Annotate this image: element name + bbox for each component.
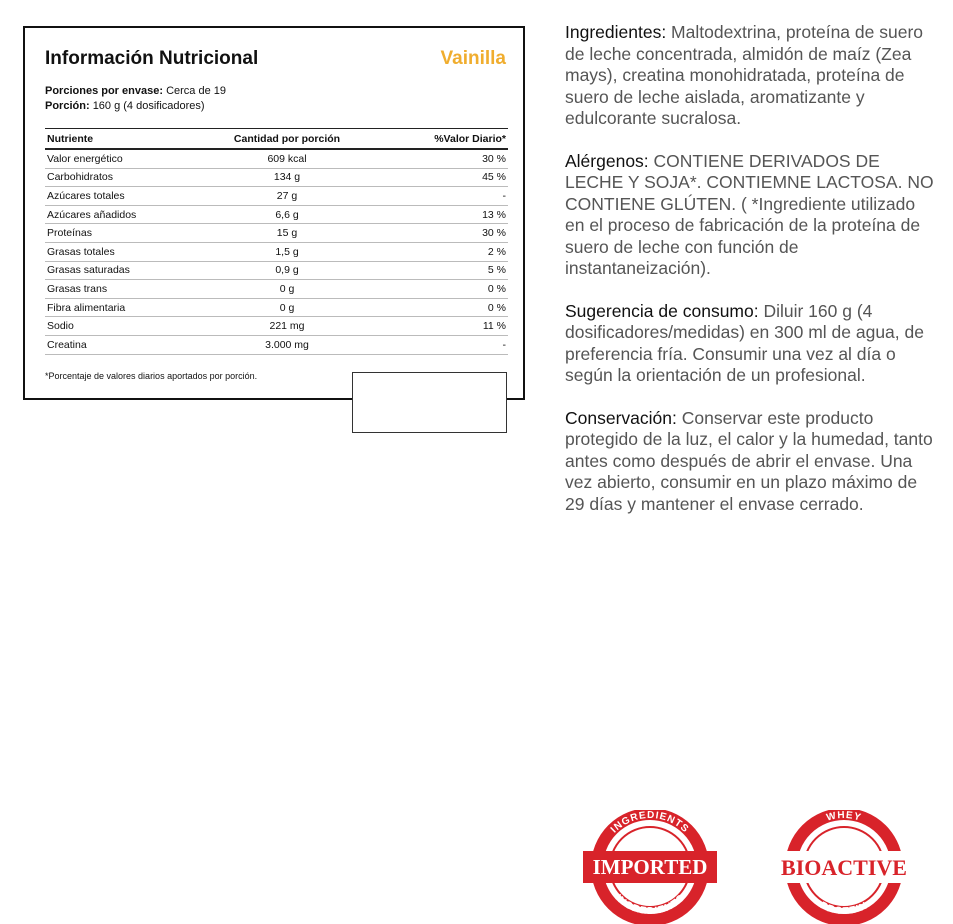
flavor-label: Vainilla — [440, 48, 506, 69]
nutrient-daily-value: 0 % — [384, 280, 508, 299]
nutrition-title: Información Nutricional — [45, 48, 259, 69]
svg-text:WHEY — [825, 810, 862, 824]
table-row — [45, 298, 508, 317]
nutrition-panel — [23, 26, 525, 400]
table-row — [45, 224, 508, 243]
column-header-daily-value: %Valor Diario* — [384, 129, 508, 150]
nutrient-daily-value: - — [384, 335, 508, 354]
usage-text: Diluir 160 g (4 dosificadores/medidas) en 300 ml de agua, de preferencia fría. Consumir una vez al día o según la orientación de un profesional. — [565, 300, 924, 385]
column-header-nutrient: Nutriente — [45, 129, 190, 150]
imported-ingredients-badge — [583, 810, 717, 920]
nutrient-daily-value: 30 % — [384, 149, 508, 168]
nutrient-amount: 3.000 mg — [190, 335, 384, 354]
nutrient-daily-value: 45 % — [384, 168, 508, 187]
nutrition-table — [45, 128, 508, 355]
table-row — [45, 205, 508, 224]
nutrient-amount: 134 g — [190, 168, 384, 187]
allergens-text: CONTIENE DERIVADOS DE LECHE Y SOJA*. CONTIEMNE LACTOSA. NO CONTIENE GLÚTEN. ( *Ingrediente utilizado en el proceso de fabricación de la proteína de suero de leche con función de instantaneización). — [565, 150, 934, 278]
storage-text: Conservar este producto protegido de la luz, el calor y la humedad, tanto antes como después de abrir el envase. Una vez abierto, consumir en un plazo máximo de 29 días y mantener el envase cerrado. — [565, 407, 933, 514]
nutrient-name: Valor energético — [45, 149, 190, 168]
nutrient-amount: 609 kcal — [190, 149, 384, 168]
allergens-paragraph — [565, 151, 935, 280]
imported-bottom-text: INGREDIENTS — [612, 892, 688, 918]
bioactive-bottom-text: PROTEIN — [818, 900, 870, 918]
servings-label: Porciones por envase: — [45, 85, 163, 97]
product-info-text — [565, 22, 935, 536]
nutrient-name: Proteínas — [45, 224, 190, 243]
nutrition-table-body — [45, 149, 508, 354]
nutrient-daily-value: 5 % — [384, 261, 508, 280]
nutrient-daily-value: 30 % — [384, 224, 508, 243]
imported-main-text: IMPORTED — [592, 855, 708, 879]
nutrient-name: Creatina — [45, 335, 190, 354]
servings-info — [45, 84, 226, 114]
allergens-label: Alérgenos: — [565, 150, 649, 171]
nutrient-name: Grasas trans — [45, 280, 190, 299]
table-row — [45, 335, 508, 354]
nutrient-daily-value: - — [384, 187, 508, 206]
nutrient-amount: 6,6 g — [190, 205, 384, 224]
table-row — [45, 317, 508, 336]
bioactive-main-text: BIOACTIVE — [781, 855, 907, 880]
portion-value: 160 g (4 dosificadores) — [92, 100, 205, 112]
table-header-row — [45, 129, 508, 150]
nutrient-daily-value: 11 % — [384, 317, 508, 336]
usage-paragraph — [565, 301, 935, 387]
nutrient-amount: 27 g — [190, 187, 384, 206]
servings-value: Cerca de 19 — [166, 85, 226, 97]
table-row — [45, 187, 508, 206]
storage-label: Conservación: — [565, 407, 677, 428]
nutrient-daily-value: 13 % — [384, 205, 508, 224]
nutrient-daily-value: 2 % — [384, 242, 508, 261]
bioactive-top-text: WHEY — [825, 810, 863, 824]
nutrient-daily-value: 0 % — [384, 298, 508, 317]
whey-bioactive-badge — [777, 810, 911, 920]
blank-box — [352, 372, 507, 433]
nutrient-amount: 1,5 g — [190, 242, 384, 261]
portion-label: Porción: — [45, 100, 90, 112]
nutrition-footnote: *Porcentaje de valores diarios aportados por porción. — [45, 371, 258, 381]
badges — [0, 810, 953, 924]
nutrient-name: Grasas saturadas — [45, 261, 190, 280]
column-header-amount: Cantidad por porción — [190, 129, 384, 150]
table-row — [45, 242, 508, 261]
nutrient-amount: 221 mg — [190, 317, 384, 336]
table-row — [45, 168, 508, 187]
nutrient-name: Azúcares totales — [45, 187, 190, 206]
ingredients-label: Ingredientes: — [565, 22, 667, 42]
nutrient-amount: 0,9 g — [190, 261, 384, 280]
imported-top-text: INGREDIENTS — [608, 810, 691, 836]
nutrient-amount: 15 g — [190, 224, 384, 243]
table-row — [45, 149, 508, 168]
ingredients-text: Maltodextrina, proteína de suero de leche concentrada, almidón de maíz (Zea mays), creatina monohidratada, proteína de suero de leche aislada, aromatizante y edulcorante sucralosa. — [565, 22, 924, 128]
usage-label: Sugerencia de consumo: — [565, 300, 759, 321]
nutrition-table-wrap — [45, 128, 508, 355]
ingredients-paragraph — [565, 22, 935, 130]
nutrient-amount: 0 g — [190, 280, 384, 299]
nutrient-name: Azúcares añadidos — [45, 205, 190, 224]
storage-paragraph — [565, 408, 935, 516]
nutrient-name: Fibra alimentaria — [45, 298, 190, 317]
nutrient-name: Sodio — [45, 317, 190, 336]
table-row — [45, 261, 508, 280]
nutrient-name: Carbohidratos — [45, 168, 190, 187]
nutrient-amount: 0 g — [190, 298, 384, 317]
nutrient-name: Grasas totales — [45, 242, 190, 261]
table-row — [45, 280, 508, 299]
